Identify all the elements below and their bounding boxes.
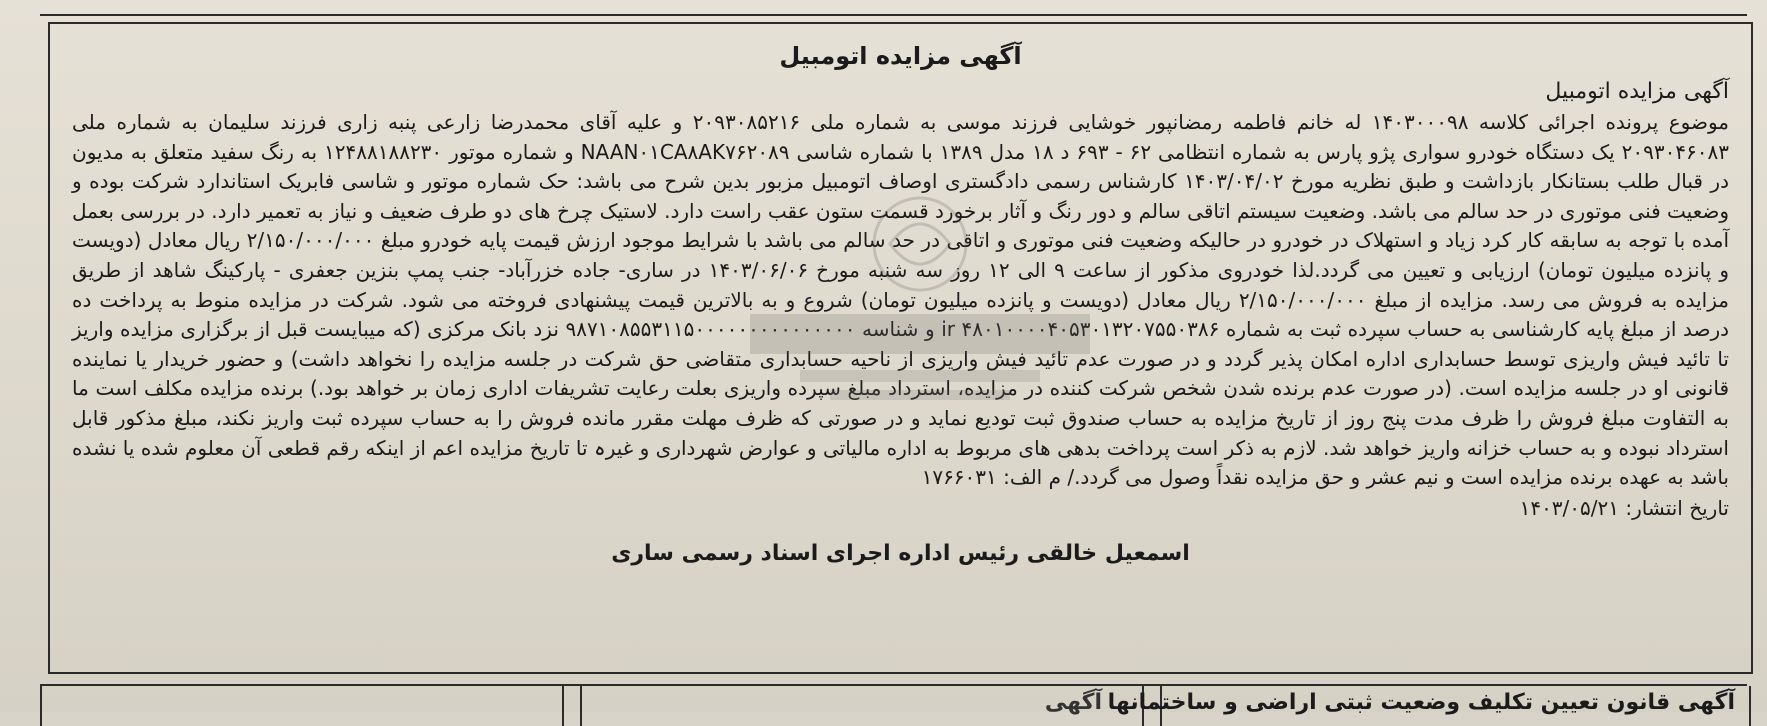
next-notice-right <box>1107 686 1751 726</box>
notice-signature: اسمعیل خالقی رئیس اداره اجرای اسناد رسمی ساری <box>611 540 1190 566</box>
next-notice-middle <box>580 686 1144 726</box>
notice-title: آگهی مزایده اتومبیل <box>779 42 1022 70</box>
auction-notice-box <box>48 22 1753 674</box>
top-border-strip <box>40 0 1747 16</box>
next-notice-left <box>40 686 564 726</box>
next-notices-row <box>40 684 1747 714</box>
next-notice-middle-title: آگهی <box>1044 690 1102 715</box>
publish-date: تاریخ انتشار: ۱۴۰۳/۰۵/۲۱ <box>1519 495 1729 520</box>
notice-body-text: موضوع پرونده اجرائی کلاسه ۱۴۰۳۰۰۰۹۸ له خانم فاطمه رمضانپور خوشایی فرزند موسی به شماره ملی ۲۰۹۳۰۸۵۲۱۶ و علیه آقای محمدرضا زارعی پنبه زاری فرزند سلیمان به شماره ملی ۲۰۹۳۰۴۶۰۸۳ یک دستگاه خودرو سواری پژو پارس به شماره انتظامی ۶۲ - ۶۹۳ د ۱۸ مدل ۱۳۸۹ با شماره شاسی NAAN۰۱CA۸AK۷۶۲۰۸۹ و شماره موتور ۱۲۴۸۸۱۸۸۲۳۰ به رنگ سفید متعلق به مدیون در قبال طلب بستانکار بازداشت و طبق نظریه مورخ ۱۴۰۳/۰۴/۰۲ کارشناس رسمی دادگستری اوصاف اتومبیل مزبور بدین شرح می باشد: حک شماره موتور و شاسی فابریک استاندارد شرکت بوده و وضعیت فنی موتوری در حد سالم می باشد. وضعیت سیستم اتاقی سالم و دور رنگ و آثار برخورد قسمت ستون عقب راست دارد. لاستیک چرخ های دو طرف ضعیف و نیاز به تعمیر دارد. در بررسی بعمل آمده با توجه به سابقه کار کرد زیاد و استهلاک در خودرو در حالیکه وضعیت فنی موتوری و اتاقی در حد سالم می باشد با شرایط موجود ارزش قیمت پایه خودرو مبلغ ۲/۱۵۰/۰۰۰/۰۰۰ ریال معادل (دویست و پانزده میلیون تومان) ارزیابی و تعیین می گردد.لذا خودروی مذکور از ساعت ۹ الی ۱۲ روز سه شنبه مورخ ۱۴۰۳/۰۶/۰۶ در ساری- جاده خزرآباد- جنب پمپ بنزین جعفری - پارکینگ شاهد از طریق مزایده به فروش می رسد. مزایده از مبلغ ۲/۱۵۰/۰۰۰/۰۰۰ ریال معادل (دویست و پانزده میلیون تومان) شروع و به بالاترین قیمت پیشنهادی فروخته می شود. شرکت در مزایده منوط به پرداخت ده درصد از مبلغ پایه کارشناسی به حساب سپرده ثبت به شماره ir ۴۸۰۱۰۰۰۰۴۰۵۳۰۱۳۲۰۷۵۵۰۳۸۶ و شناسه ۹۸۷۱۰۸۵۵۳۱۱۵۰۰۰۰۰۰۰۰۰۰۰۰۰۰۰ نزد بانک مرکزی (که میبایست قبل از برگزاری مزایده واریز تا تائید فیش واریزی توسط حسابداری اداره امکان پذیر گردد و در صورت عدم تائید فیش واریزی از ناحیه حسابداری متقاضی حق شرکت در جلسه مزایده را نخواهد داشت) و حضور خریدار یا نماینده قانونی او در جلسه مزایده است. (در صورت عدم برنده شدن شخص شرکت کننده در مزایده، استرداد مبلغ سپرده واریزی بعلت رعایت تشریفات اداری زمان بر خواهد بود.) برنده مزایده مکلف است ما به التفاوت مبلغ فروش را ظرف مدت پنج روز از تاریخ مزایده به حساب صندوق ثبت تودیع نماید و در صورتی که ظرف مهلت مقرر مانده فروش را به حساب سپرده ثبت واریز نکند، مبلغ مذکور قابل استرداد نبوده و به حساب خزانه واریز خواهد شد. لازم به ذکر است پرداخت بدهی های مربوط به اداره مالیاتی و عوارض شهرداری و غیرہ تا تاریخ مزایده اعم از اینکه رقم قطعی آن معلوم شده یا نشده باشد به عهده برنده مزایده است و نیم عشر و حق مزایده نقداً وصول می گردد./ م الف: ۱۷۶۶۰۳۱ <box>72 110 1730 490</box>
next-notice-right-title: آگهی قانون تعیین تکلیف وضعیت ثبتی اراضی و ساختمانها <box>1107 690 1735 715</box>
notice-subtitle: آگهی مزایده اتومبیل <box>1545 79 1729 104</box>
